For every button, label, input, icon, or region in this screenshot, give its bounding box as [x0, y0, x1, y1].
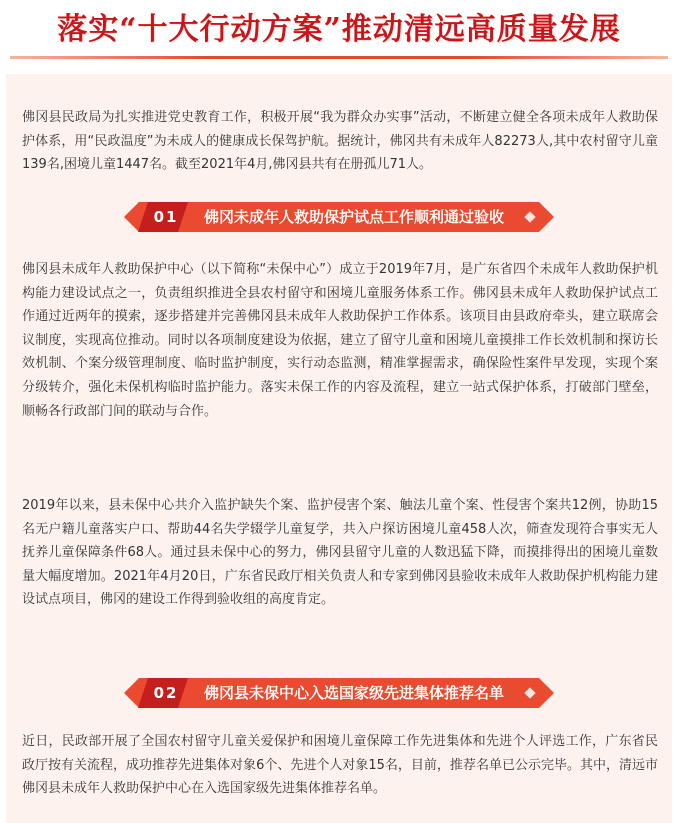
- section-number: 02: [153, 684, 179, 702]
- section-number: 01: [153, 208, 179, 226]
- intro-paragraph: 佛冈县民政局为扎实推进党史教育工作，积极开展“我为群众办实事”活动，不断建立健全各项未成年人救助保护体系，用“民政温度”为未成人的健康成长保驾护航。据统计，佛冈共有未成年人82273人,其中农村留守儿童139名,困境儿童1447名。截至2021年4月,佛冈县共有在册孤儿71人。: [22, 110, 658, 173]
- section-title: 佛冈县未保中心入选国家级先进集体推荐名单: [204, 684, 505, 702]
- article-card: [6, 74, 672, 823]
- banner-divider: [10, 56, 668, 59]
- section-title: 佛冈未成年人救助保护试点工作顺利通过验收: [204, 208, 505, 226]
- section-heading-02: [124, 678, 554, 708]
- section-heading-01: [124, 202, 554, 232]
- section-1-paragraph-2: 2019年以来，县未保中心共介入监护缺失个案、监护侵害个案、触法儿童个案、性侵害个案共12例，协助15名无户籍儿童落实户口、帮助44名失学辍学儿童复学，共入户探访困境儿童458人次，筛查发现符合事实无人抚养儿童保障条件68人。通过县未保中心的努力，佛冈县留守儿童的人数迅猛下降，而摸排得出的困境儿童数量大幅度增加。2021年4月20日，广东省民政厅相关负责人和专家到佛冈县验收未成年人救助保护机构能力建设试点项目，佛冈的建设工作得到验收组的高度肯定。: [22, 498, 658, 608]
- banner: [0, 0, 678, 66]
- section-2-paragraph-1: 近日，民政部开展了全国农村留守儿童关爱保护和困境儿童保障工作先进集体和先进个人评选工作，广东省民政厅按有关流程，成功推荐先进集体对象6个、先进个人对象15名，目前，推荐名单已公示完毕。其中，清远市佛冈县未成年人救助保护中心在入选国家级先进集体推荐名单。: [22, 734, 658, 797]
- section-1-paragraph-1: 佛冈县未成年人救助保护中心（以下简称“未保中心”）成立于2019年7月，是广东省四个未成年人救助保护机构能力建设试点之一，负责组织推进全县农村留守和困境儿童服务体系工作。佛冈县未成年人救助保护试点工作通过近两年的摸索，逐步搭建并完善佛冈县未成年人救助保护工作体系。该项目由县政府牵头，建立联席会议制度，实现高位推动。同时以各项制度建设为依据，建立了留守儿童和困境儿童摸排工作长效机制和探访长效机制、个案分级管理制度、临时监护制度，实行动态监测，精准掌握需求，确保险性案件早发现，实现个案分级转介，强化未保机构临时监护能力。落实未保工作的内容及流程，建立一站式保护体系，打破部门壁垒，顺畅各行政部门间的联动与合作。: [22, 262, 658, 419]
- banner-title: 落实“十大行动方案”推动清远高质量发展: [57, 12, 621, 47]
